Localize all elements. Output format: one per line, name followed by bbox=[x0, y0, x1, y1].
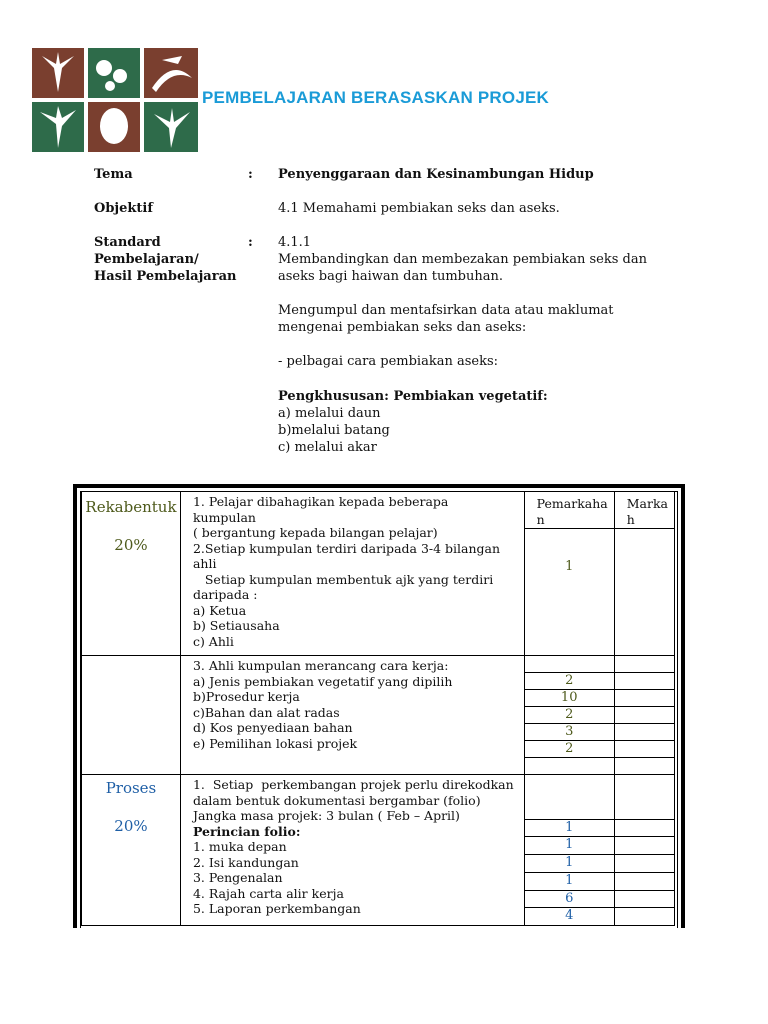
mark-cell: 4 bbox=[524, 908, 614, 926]
standard-line: aseks bagi haiwan dan tumbuhan. bbox=[278, 269, 503, 284]
markah-cell bbox=[614, 758, 674, 775]
proses-label: Proses bbox=[105, 779, 157, 797]
rubric-table bbox=[81, 491, 675, 926]
markah-cell bbox=[614, 656, 674, 673]
desc-line: ( bergantung kepada bilangan pelajar) bbox=[192, 525, 438, 540]
standard-label-1: Standard bbox=[94, 235, 161, 250]
desc-line: d) Kos penyediaan bahan bbox=[192, 720, 353, 735]
mark-cell: 2 bbox=[524, 673, 614, 690]
rekabentuk-blank bbox=[82, 656, 181, 775]
desc-line: daripada : bbox=[192, 587, 258, 602]
rekabentuk-percent: 20% bbox=[114, 536, 148, 554]
mark-cell: 3 bbox=[524, 724, 614, 741]
markah-cell bbox=[614, 775, 674, 820]
desc-line: c) Ahli bbox=[192, 633, 234, 649]
collect-line: Mengumpul dan mentafsirkan data atau maklumat bbox=[278, 303, 614, 318]
desc-line: b) Setiausaha bbox=[192, 618, 280, 633]
desc-line: 1. Setiap perkembangan projek perlu direkodkan bbox=[192, 777, 514, 792]
via-item: c) melalui akar bbox=[278, 440, 377, 455]
mark-cell: 10 bbox=[524, 690, 614, 707]
objektif-value: 4.1 Memahami pembiakan seks dan aseks. bbox=[278, 201, 560, 216]
mark-cell: 2 bbox=[524, 741, 614, 758]
markah-cell bbox=[614, 837, 674, 855]
desc-line: a) Jenis pembiakan vegetatif yang dipilih bbox=[192, 673, 453, 689]
tema-label: Tema bbox=[94, 167, 133, 182]
mark-cell bbox=[524, 758, 614, 775]
proses-cell bbox=[82, 775, 181, 926]
nature-mosaic-logo bbox=[32, 48, 198, 152]
desc-line: b)Prosedur kerja bbox=[192, 689, 300, 704]
markah-cell bbox=[614, 741, 674, 758]
tema-value: Penyenggaraan dan Kesinambungan Hidup bbox=[278, 167, 594, 182]
page-title: PEMBELAJARAN BERASASKAN PROJEK bbox=[202, 88, 549, 107]
colon: : bbox=[248, 235, 253, 250]
markah-cell bbox=[614, 872, 674, 890]
standard-label-3: Hasil Pembelajaran bbox=[94, 269, 237, 284]
via-item: a) melalui daun bbox=[278, 406, 381, 421]
desc-line: e) Pemilihan lokasi projek bbox=[192, 735, 358, 751]
colon: : bbox=[248, 167, 253, 182]
col-header-markah bbox=[614, 492, 674, 529]
objektif-label: Objektif bbox=[94, 201, 153, 216]
markah-cell bbox=[614, 724, 674, 741]
markah-cell bbox=[614, 707, 674, 724]
markah-cell bbox=[614, 529, 674, 656]
standard-label-2: Pembelajaran/ bbox=[94, 252, 199, 267]
desc-line: a) Ketua bbox=[192, 602, 247, 618]
folio-item: 4. Rajah carta alir kerja bbox=[192, 885, 344, 901]
folio-item: 3. Pengenalan bbox=[192, 870, 283, 885]
desc-line: ahli bbox=[192, 556, 217, 571]
desc-line: Setiap kumpulan membentuk ajk yang terdiri bbox=[192, 571, 494, 587]
header-text: n bbox=[536, 512, 545, 527]
rekabentuk-cell bbox=[82, 492, 181, 656]
mark-cell: 1 bbox=[524, 837, 614, 855]
mark-cell: 1 bbox=[524, 529, 614, 656]
mark-cell: 2 bbox=[524, 707, 614, 724]
col-header-pemarkahan bbox=[524, 492, 614, 529]
rekabentuk-item1 bbox=[180, 492, 524, 656]
desc-line: dalam bentuk dokumentasi bergambar (folio) bbox=[192, 792, 481, 808]
folio-item: 1. muka depan bbox=[192, 839, 287, 854]
markah-cell bbox=[614, 908, 674, 926]
desc-line: Jangka masa projek: 3 bulan ( Feb – April) bbox=[192, 808, 460, 823]
cara-line: - pelbagai cara pembiakan aseks: bbox=[278, 354, 499, 369]
mark-cell bbox=[524, 656, 614, 673]
mark-cell: 6 bbox=[524, 890, 614, 908]
markah-cell bbox=[614, 819, 674, 837]
perincian-heading: Perincian folio: bbox=[192, 823, 301, 839]
desc-line: 3. Ahli kumpulan merancang cara kerja: bbox=[192, 658, 449, 673]
rekabentuk-item3 bbox=[180, 656, 524, 775]
standard-line: Membandingkan dan membezakan pembiakan seks dan bbox=[278, 252, 647, 267]
markah-cell bbox=[614, 890, 674, 908]
markah-cell bbox=[614, 673, 674, 690]
markah-cell bbox=[614, 690, 674, 707]
standard-code: 4.1.1 bbox=[278, 235, 312, 250]
header-text: Pemarkaha bbox=[536, 496, 608, 511]
pengkhususan-heading: Pengkhususan: Pembiakan vegetatif: bbox=[278, 389, 548, 404]
mark-cell: 1 bbox=[524, 872, 614, 890]
mark-cell: 1 bbox=[524, 855, 614, 873]
mark-cell bbox=[524, 775, 614, 820]
header-text: Marka bbox=[626, 496, 668, 511]
rekabentuk-label: Rekabentuk bbox=[85, 498, 177, 516]
proses-desc bbox=[180, 775, 524, 926]
desc-line: c)Bahan dan alat radas bbox=[192, 704, 340, 720]
header-text: h bbox=[626, 512, 635, 527]
markah-cell bbox=[614, 855, 674, 873]
mark-cell: 1 bbox=[524, 819, 614, 837]
desc-line: 1. Pelajar dibahagikan kepada beberapa kumpulan bbox=[192, 494, 449, 525]
proses-percent: 20% bbox=[114, 817, 148, 835]
folio-item: 2. Isi kandungan bbox=[192, 854, 299, 870]
desc-line: 2.Setiap kumpulan terdiri daripada 3-4 bilangan bbox=[192, 540, 501, 556]
via-item: b)melalui batang bbox=[278, 423, 390, 438]
collect-line: mengenai pembiakan seks dan aseks: bbox=[278, 320, 527, 335]
folio-item: 5. Laporan perkembangan bbox=[192, 901, 361, 916]
